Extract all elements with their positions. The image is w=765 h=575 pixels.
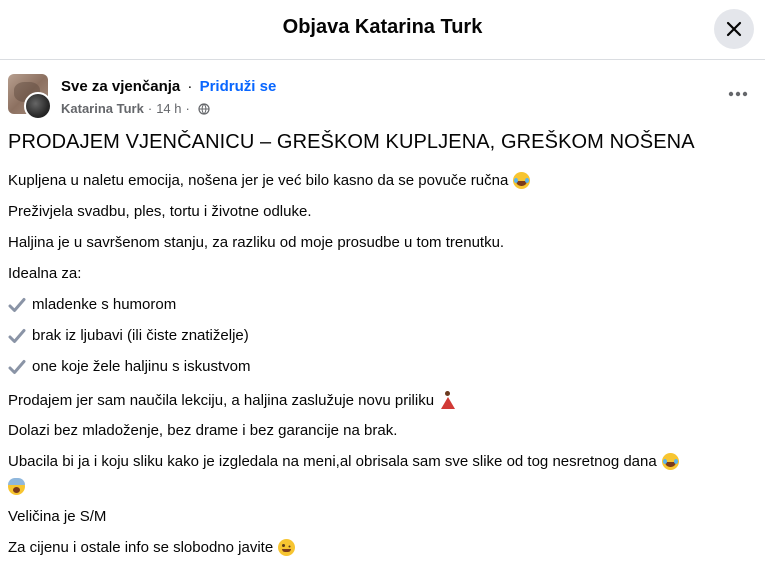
post-text: one koje žele haljinu s iskustvom [32,358,251,375]
author-avatar[interactable] [24,92,52,120]
post-line-8 [8,391,454,409]
smiling-emoji-icon [278,539,295,556]
check-mark-icon [8,297,26,313]
dancer-emoji-icon [440,391,454,409]
post-text: Za cijenu i ostale info se slobodno javite [8,539,274,556]
post-text: Ubacila bi ja i koju sliku kako je izgledala na meni,al obrisala sam sve slike od tog nesretnog dana [8,453,657,470]
more-options-button[interactable] [726,82,750,106]
author-name-link[interactable]: Katarina Turk [61,101,144,116]
post-text: Haljina je u savršenom stanju, za razliku od moje prosudbe u tom trenutku. [8,234,505,251]
post-text: Veličina je S/M [8,508,107,525]
group-line [61,78,276,95]
fearful-face-emoji-icon [8,478,25,495]
post-line-10-wrap [8,478,25,495]
post-line-6 [8,327,249,344]
post-text: Dolazi bez mladoženje, bez drame i bez garancije na brak. [8,422,398,439]
join-group-link[interactable]: Pridruži se [199,78,277,95]
post-line-7 [8,358,250,375]
tears-of-joy-emoji-icon [513,172,530,189]
separator-dot: · [187,78,193,95]
tears-of-joy-emoji-icon [662,453,679,470]
post-text: brak iz ljubavi (ili čiste znatiželje) [32,327,249,344]
post-text: Idealna za: [8,265,82,282]
dialog-title: Objava Katarina Turk [282,16,483,38]
group-name-link[interactable]: Sve za vjenčanja [61,78,181,95]
post-time-link[interactable]: 14 h [156,101,182,116]
post-title: PRODAJEM VJENČANICU – GREŠKOM KUPLJENA, GREŠKOM NOŠENA [8,131,695,153]
post-line-10 [8,453,679,470]
close-icon [724,19,744,39]
check-mark-icon [8,328,26,344]
more-horizontal-icon [728,91,748,97]
post-text: Preživjela svadbu, ples, tortu i životne odluke. [8,203,312,220]
post-meta [61,101,210,116]
post-line-3 [8,234,504,251]
post-line-1 [8,172,530,189]
dialog-header [0,0,765,60]
post-text: Kupljena u naletu emocija, nošena jer je već bilo kasno da se povuče ručna [8,172,509,189]
post-line-4 [8,265,81,282]
post-line-11 [8,508,106,525]
post-line-9 [8,422,397,439]
post-line-12 [8,539,295,556]
globe-icon [198,103,210,115]
post-line-2 [8,203,312,220]
meta-separator: · [147,101,153,116]
post-text: Prodajem jer sam naučila lekciju, a haljina zaslužuje novu priliku [8,391,435,409]
post-line-5 [8,296,176,313]
meta-separator-2: · [185,101,190,116]
check-mark-icon [8,359,26,375]
close-button[interactable] [714,9,754,49]
post-text: mladenke s humorom [32,296,177,313]
post-header [8,74,758,122]
